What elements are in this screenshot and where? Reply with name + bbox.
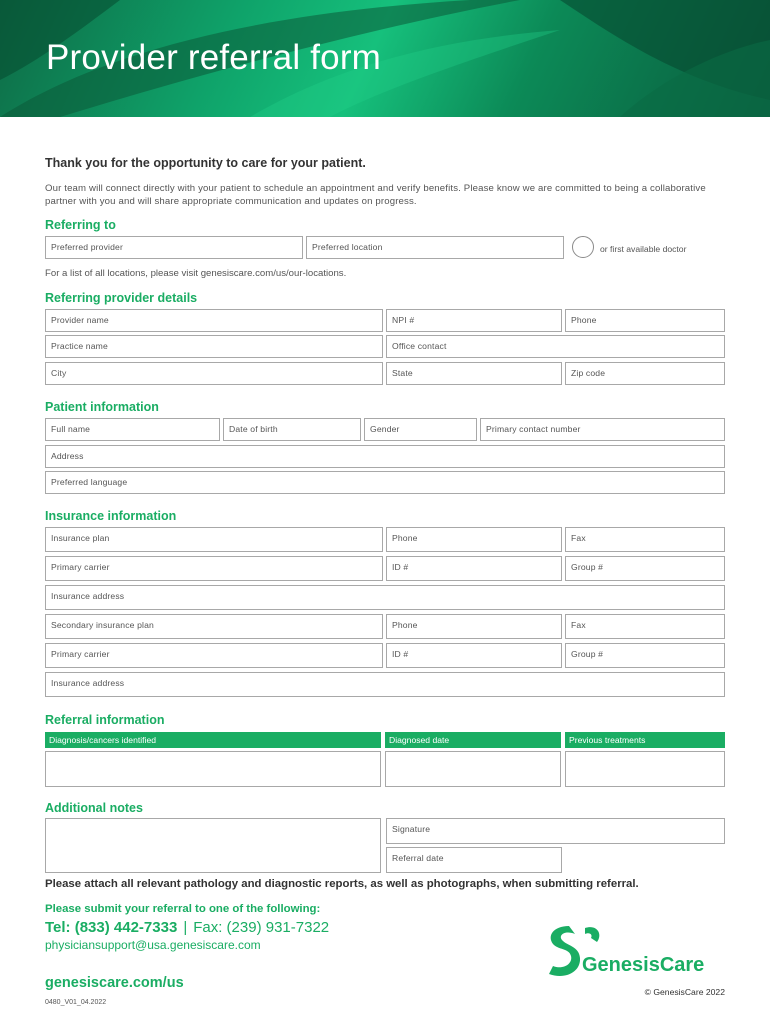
support-email-link[interactable]: physiciansupport@usa.genesiscare.com [45,938,261,952]
column-header-previous-treatments [565,732,725,748]
website-link[interactable]: genesiscare.com/us [45,975,184,991]
page-title: Provider referral form [46,38,382,77]
field-label: Zip code [571,368,606,378]
secondary-phone-field[interactable] [386,614,562,639]
additional-notes-textarea[interactable] [45,818,381,873]
field-label: Referral date [392,853,444,863]
field-label: ID # [392,649,409,659]
field-label: Primary carrier [51,649,110,659]
column-header-label: Previous treatments [569,735,646,745]
preferred-location-field[interactable] [306,236,564,259]
city-field[interactable] [45,362,383,385]
field-label: Group # [571,562,604,572]
field-label: Group # [571,649,604,659]
secondary-insurance-address-field[interactable] [45,672,725,697]
copyright: © GenesisCare 2022 [644,987,725,997]
group-number-field[interactable] [565,556,725,581]
header-banner [0,0,770,117]
preferred-provider-field[interactable] [45,236,303,259]
column-header-label: Diagnosed date [389,735,450,745]
insurance-address-field[interactable] [45,585,725,610]
secondary-fax-field[interactable] [565,614,725,639]
section-referring-to: Referring to [45,218,116,232]
insurance-plan-field[interactable] [45,527,383,552]
insurance-id-field[interactable] [386,556,562,581]
field-label: Phone [392,620,418,630]
state-field[interactable] [386,362,562,385]
secondary-primary-carrier-field[interactable] [45,643,383,668]
field-label: Date of birth [229,424,278,434]
field-label: Primary contact number [486,424,581,434]
practice-name-field[interactable] [45,335,383,358]
diagnosis-input[interactable] [45,751,381,787]
primary-contact-field[interactable] [480,418,725,441]
field-label: Fax [571,533,586,543]
field-label: City [51,368,67,378]
field-label: Full name [51,424,91,434]
field-label: Insurance plan [51,533,110,543]
field-label: Practice name [51,341,108,351]
section-additional-notes: Additional notes [45,801,143,815]
field-label: Office contact [392,341,447,351]
telephone-number[interactable]: Tel: (833) 442-7333 [45,919,178,936]
field-label: Gender [370,424,400,434]
contact-separator: | [183,919,188,936]
primary-carrier-field[interactable] [45,556,383,581]
fax-number: Fax: (239) 931-7322 [193,919,330,936]
attach-reports-note: Please attach all relevant pathology and diagnostic reports, as well as photographs, when submitting referral. [45,878,639,890]
intro-body: Our team will connect directly with your patient to schedule an appointment and verify benefits. Please know we are committed to being a collaborative partner with you and will share appropriate communication and updates on progress. [45,183,706,207]
address-field[interactable] [45,445,725,468]
section-provider-details: Referring provider details [45,291,198,305]
column-header-diagnosis [45,732,381,748]
provider-name-field[interactable] [45,309,383,332]
field-label: Insurance address [51,678,125,688]
field-label: ID # [392,562,409,572]
first-available-label: or first available doctor [600,244,687,254]
full-name-field[interactable] [45,418,220,441]
npi-field[interactable] [386,309,562,332]
secondary-group-field[interactable] [565,643,725,668]
field-label: Primary carrier [51,562,110,572]
gender-field[interactable] [364,418,477,441]
insurance-phone-field[interactable] [386,527,562,552]
secondary-id-field[interactable] [386,643,562,668]
zip-code-field[interactable] [565,362,725,385]
field-label: NPI # [392,315,415,325]
field-label: Phone [392,533,418,543]
preferred-language-field[interactable] [45,471,725,494]
insurance-fax-field[interactable] [565,527,725,552]
field-label: Insurance address [51,591,125,601]
field-label: Provider name [51,315,109,325]
field-label: Fax [571,620,586,630]
field-label: Secondary insurance plan [51,620,154,630]
field-label: Preferred language [51,477,128,487]
signature-field[interactable] [386,818,725,844]
field-label: Phone [571,315,597,325]
brand-wordmark: GenesisCare [582,954,705,976]
column-header-diagnosed-date [385,732,561,748]
date-of-birth-field[interactable] [223,418,361,441]
first-available-checkbox[interactable] [572,236,594,258]
section-referral-info: Referral information [45,713,165,727]
secondary-insurance-plan-field[interactable] [45,614,383,639]
section-insurance-info: Insurance information [45,509,177,523]
intro-title: Thank you for the opportunity to care for your patient. [45,156,366,170]
diagnosed-date-input[interactable] [385,751,561,787]
referral-date-field[interactable] [386,847,562,873]
field-label: Preferred location [312,242,383,252]
office-contact-field[interactable] [386,335,725,358]
document-id: 0480_V01_04.2022 [45,999,107,1006]
column-header-label: Diagnosis/cancers identified [49,735,157,745]
submit-instructions-title: Please submit your referral to one of the following: [45,903,321,915]
field-label: Preferred provider [51,242,123,252]
contact-line [45,919,329,936]
field-label: State [392,368,413,378]
field-label: Signature [392,824,431,834]
provider-phone-field[interactable] [565,309,725,332]
locations-note: For a list of all locations, please visit genesiscare.com/us/our-locations. [45,268,347,279]
field-label: Address [51,451,84,461]
previous-treatments-input[interactable] [565,751,725,787]
section-patient-info: Patient information [45,400,159,414]
